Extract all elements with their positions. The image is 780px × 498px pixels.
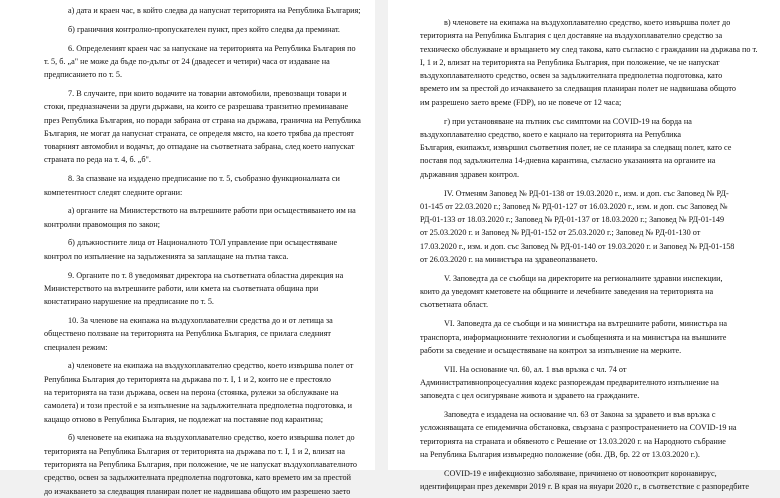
text-line: 01-145 от 22.03.2020 г.; Заповед № РД-01-127 от 16.03.2020 г., изм. и доп. със Заповед №: [420, 201, 728, 211]
page-left-text: [44, 4, 361, 498]
text-line: въздухоплавателното средство, освен за задължителната предполетна подготовка, като: [420, 71, 723, 81]
text-line: Република България до територията на държава по т. I, 1 и 2, които не е престояло: [44, 374, 331, 384]
text-line: Заповедта е издадена на основание чл. 63 от Закона за здравето и във връзка с: [444, 410, 716, 420]
text-line: компетентност следят следните органи:: [44, 187, 183, 197]
page-right-text: [420, 16, 760, 493]
text-line: работи за сведение и осъществяване на контрол за изпълнение на мерките.: [420, 345, 682, 355]
text-line: VI. Заповедта да се съобщи и на министъра на вътрешните работи, министъра на: [444, 319, 728, 329]
text-line: заповедта с цел осигуряване живота и здравето на гражданите.: [420, 391, 640, 401]
text-line: а) органите на Министерството на вътрешните работи при осъществяването им на: [68, 206, 356, 216]
text-line: 6. Определеният краен час за напускане на територията на Република България по: [68, 43, 356, 53]
text-line: I, 1 и 2, влизат на територията на Република България, при положение, че не напускат: [420, 57, 720, 67]
text-line: констатирано нарушение на предписание по т. 5.: [44, 297, 214, 307]
text-line: в) членовете на екипажа на въздухоплавателно средство, което извършва полет до: [444, 18, 731, 27]
document-page-left: [0, 0, 375, 496]
text-line: Административнопроцесуалния кодекс разпореждам предварителното изпълнение на: [420, 377, 719, 387]
text-line: усложняващата се епидемична обстановка, свързана с разпространението на COVID-19 на: [420, 423, 737, 433]
text-line: стоки, предназначени за други държави, на които се разрешава транзитно преминаване: [44, 102, 349, 112]
text-line: които да уведомят кметовете на общините и лечебните заведения на територията на: [420, 287, 714, 297]
text-line: страната по реда на т. 4, б. „б".: [44, 155, 151, 165]
text-line: товарният автомобил и водачът, до отпадане на съответната забрана, след което напускат: [44, 142, 355, 152]
text-line: поставя под задължителна 14-дневна карантина, съгласно указанията на органите на: [420, 156, 716, 166]
text-line: контрол по изпълнение на задълженията за заплащане на пътна такса.: [44, 251, 289, 261]
text-line: от 26.03.2020 г. на министъра на здравеопазването.: [420, 255, 598, 265]
text-line: г) при установяване на пътник със симптоми на COVID-19 на борда на: [444, 116, 692, 126]
text-line: обществено ползване на територията на Република България, се прилага следният: [44, 329, 332, 339]
text-line: на територията на тази държава, освен на перона (стоянка, рулежи за обслужване на: [44, 387, 339, 397]
document-page-right: [388, 0, 780, 491]
text-line: Министерството на вътрешните работи, или кмета на съответната община при: [44, 283, 319, 293]
text-line: контролни правомощия по закон;: [44, 219, 161, 229]
text-line: VII. На основание чл. 60, ал. 1 във връзка с чл. 74 от: [444, 364, 627, 374]
text-line: V. Заповедта да се съобщи на директорите на регионалните здравни инспекции,: [444, 273, 723, 283]
text-line: на Република България извънредно положение (обн. ДВ, бр. 22 от 13.03.2020 г.).: [420, 449, 700, 459]
text-line: РД-01-133 от 18.03.2020 г.; Заповед № РД-01-137 от 18.03.2020 г.; Заповед № РД-01-149: [420, 215, 725, 225]
text-line: б) граничния контролно-пропускателен пункт, през който следва да преминат.: [68, 24, 340, 34]
text-line: транспорта, информационните технологии и съобщенията и на министъра на външните: [420, 332, 727, 342]
text-line: България, не могат да напуснат страната, се определя място, на което трябва да престоят: [44, 128, 354, 138]
text-line: територията на Република България от територията на държава по т. I, 1 и 2, влизат на: [44, 446, 346, 456]
text-line: съответната област.: [420, 300, 489, 310]
text-line: а) членовете на екипажа на въздухоплавателно средство, което извършва полет от: [68, 361, 354, 371]
text-line: идентифициран през декември 2019 г. В края на януари 2020 г., в съответствие с разпоредбите: [420, 482, 749, 491]
text-line: въздухоплавателно средство, което е кацнало на територията на Република: [420, 129, 682, 139]
text-line: територията на страната и обявеното с Решение от 13.03.2020 г. на Народното събрание: [420, 436, 726, 446]
text-line: им разрешено заето време (FDP), но не повече от 12 часа;: [420, 97, 622, 107]
text-line: IV. Отменям Заповед № РД-01-138 от 19.03.2020 г., изм. и доп. със Заповед № РД-: [444, 188, 729, 198]
text-line: от 25.03.2020 г. и Заповед № РД-01-152 от 25.03.2020 г.; Заповед № РД-01-130 от: [420, 228, 701, 238]
text-line: територията на Република България с цел доставяне на въздухоплавателно средство за: [420, 31, 723, 41]
text-line: 17.03.2020 г., изм. и доп. със Заповед № РД-01-140 от 19.03.2020 г. и Заповед № РД-01-158: [420, 241, 735, 251]
text-line: 8. За спазване на издадено предписание по т. 5, съобразно функционалната си: [68, 174, 340, 184]
text-line: през Република България, но поради забрана от страна на държава, гранична на Република: [44, 115, 361, 125]
text-line: до изчакването за следващия планиран полет не надвишава общото им разрешено заето: [44, 486, 351, 496]
text-line: COVID-19 е инфекциозно заболяване, причинено от новооткрит коронавирус,: [444, 468, 717, 478]
text-line: т. 5, б. „а" не може да бъде по-дълъг от 24 (двадесет и четири) часа от издаване на: [44, 56, 330, 66]
text-line: 9. Органите по т. 8 уведомяват директора на съответната областна дирекция на: [68, 270, 344, 280]
text-line: техническо обслужване и връщането му след такова, като съгласно с гражданин на държава по т.: [420, 44, 758, 54]
text-line: 10. За членове на екипажа на въздухоплавателни средства до и от летища за: [68, 315, 333, 325]
text-line: б) длъжностните лица от Националното ТОЛ управление при осъществяване: [68, 238, 338, 248]
text-line: специален режим:: [44, 342, 108, 352]
text-line: времето им за престой до изчакването за следващия планиран полет не надвишава общото: [420, 84, 736, 94]
text-line: кацащо отново в Република България, не подлежат на поставяне под карантина;: [44, 414, 324, 424]
text-line: б) членовете на екипажа на въздухоплавателно средство, което извършва полет до: [68, 433, 355, 443]
text-line: а) дата и краен час, в който следва да напуснат територията на Република България;: [68, 6, 361, 15]
text-line: територията на Република България, при положение, че не напускат въздухоплавателното: [44, 459, 357, 469]
text-line: държавния здравен контрол.: [420, 169, 520, 179]
text-line: предписанието по т. 5.: [44, 70, 123, 80]
text-line: 7. В случаите, при които водачите на товарни автомобили, превозващи товари и: [68, 88, 347, 98]
text-line: средство, освен за задължителната предполетна подготовка, като времето им за престой: [44, 473, 351, 483]
text-line: България, екипажът, извършил съответния полет, не се планира за следващ полет, като се: [420, 143, 732, 153]
text-line: самолета) и този престой е за изпълнение на задължителната предполетна подготовка, и: [44, 401, 353, 411]
